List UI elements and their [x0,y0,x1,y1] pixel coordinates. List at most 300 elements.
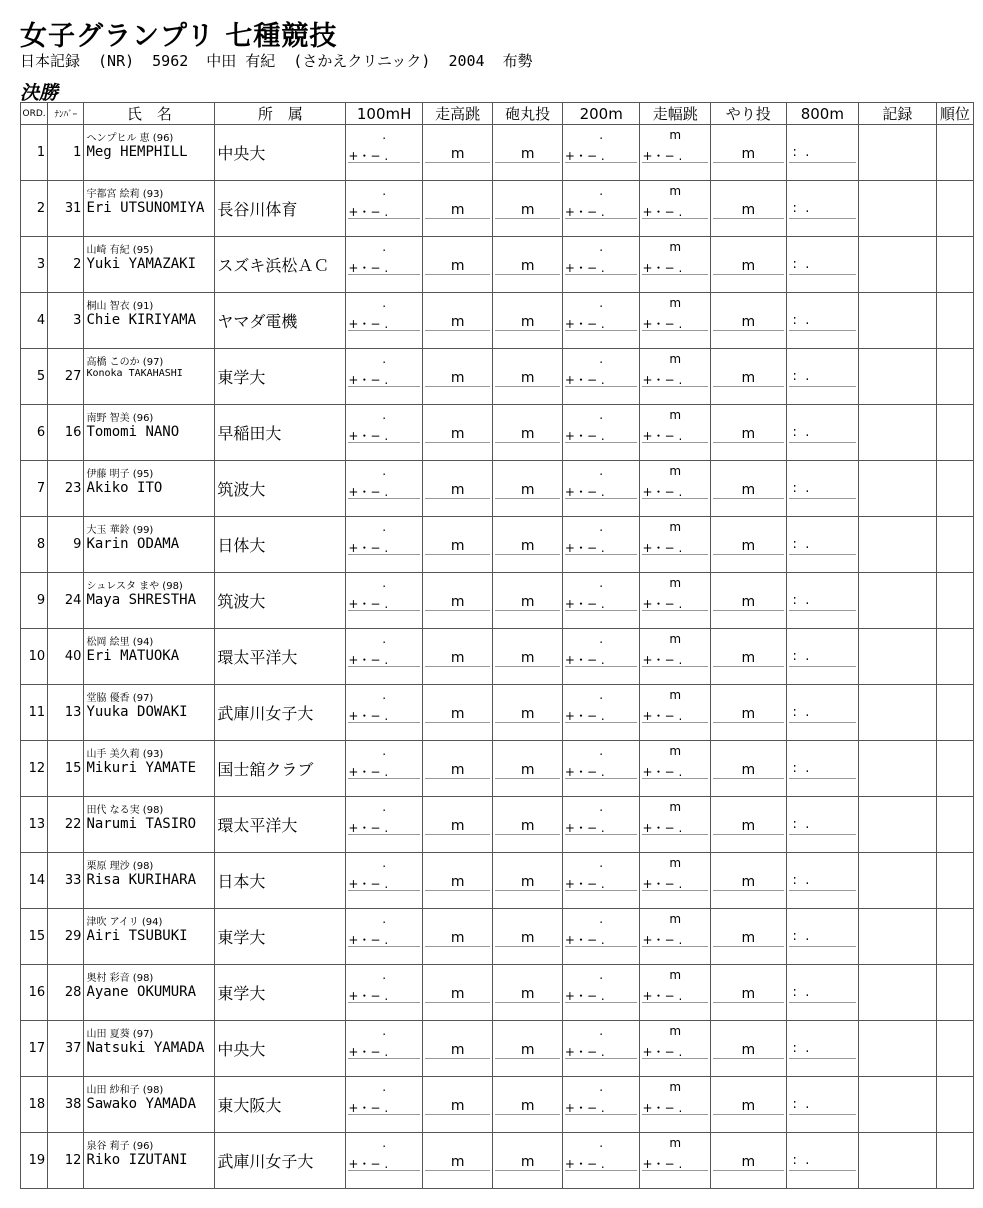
athlete-name-japanese: 田代 なる実 (98) [86,805,164,816]
rank-cell [936,573,973,629]
cell-800m [786,237,859,293]
cell-high-jump [422,125,493,181]
cell-javelin [711,965,787,1021]
cell-high-jump [422,629,493,685]
time-dot: . [382,576,387,590]
athlete-name-roman: Eri UTSUNOMIYA [86,200,205,216]
wind-sign: +・− [642,933,675,947]
time-placeholder [793,817,810,832]
wind-sign: +・− [642,1045,675,1059]
wind-dot: . [384,541,389,555]
wind-sign: +・− [348,261,381,275]
athlete-name-cell [84,853,215,909]
cell-high-jump [422,797,493,853]
meter-unit: m [450,986,465,1002]
bib-number: 13 [48,685,84,741]
bib-number: 9 [48,517,84,573]
order-cell: 1 [21,125,48,181]
cell-long-jump [640,853,711,909]
cell-100mh [346,237,423,293]
wind-sign: +・− [564,821,598,835]
time-colon: : [792,481,797,496]
order-cell: 10 [21,629,48,685]
meter-unit: m [669,744,682,758]
wind-sign: +・− [348,709,381,723]
wind-sign: +・− [348,429,381,443]
meter-unit: m [741,818,756,834]
cell-shot-put [493,965,563,1021]
time-dot: . [805,313,810,328]
bib-number: 22 [48,797,84,853]
athlete-name-roman: Airi TSUBUKI [86,928,188,944]
cell-200m [562,797,640,853]
wind-sign: +・− [564,933,598,947]
cell-javelin [711,405,787,461]
team-cell: 早稲田大 [215,405,346,461]
cell-shot-put [493,517,563,573]
meter-unit: m [741,1098,756,1114]
athlete-row [21,1021,974,1077]
wind-sign: +・− [564,1157,598,1171]
cell-shot-put [493,461,563,517]
bib-number: 27 [48,349,84,405]
meter-unit: m [669,688,682,702]
wind-sign: +・− [642,1157,675,1171]
wind-dot: . [600,1045,605,1059]
cell-200m [562,293,640,349]
wind-dot: . [678,709,683,723]
time-colon: : [792,817,797,832]
meter-unit: m [669,296,682,310]
time-dot: . [599,464,604,478]
wind-sign: +・− [564,149,598,163]
meter-unit: m [669,408,682,422]
meter-unit: m [450,538,465,554]
athlete-name-cell [84,965,215,1021]
col-high-jump: 走高跳 [422,103,493,125]
col-800m: 800m [786,103,859,125]
cell-800m [786,965,859,1021]
time-colon: : [792,761,797,776]
time-dot: . [805,1041,810,1056]
wind-sign: +・− [348,205,381,219]
cell-800m [786,517,859,573]
time-colon: : [792,313,797,328]
wind-dot: . [384,1045,389,1059]
meter-unit: m [741,258,756,274]
time-dot: . [599,1136,604,1150]
cell-javelin [711,125,787,181]
cell-long-jump [640,349,711,405]
col-200m: 200m [562,103,640,125]
wind-dot: . [678,149,683,163]
time-colon: : [792,257,797,272]
cell-high-jump [422,237,493,293]
order-cell: 4 [21,293,48,349]
cell-200m [562,181,640,237]
cell-200m [562,853,640,909]
athlete-row [21,909,974,965]
bib-number: 2 [48,237,84,293]
athlete-row [21,741,974,797]
time-dot: . [382,688,387,702]
time-dot: . [599,968,604,982]
athlete-name-japanese: 桐山 智衣 (91) [86,301,154,312]
wind-sign: +・− [348,373,381,387]
time-placeholder [793,649,810,664]
cell-100mh [346,1133,423,1189]
athlete-row [21,685,974,741]
meter-unit: m [669,520,682,534]
meter-unit: m [450,146,465,162]
athlete-name-japanese: 泉谷 莉子 (96) [86,1141,154,1152]
cell-100mh [346,517,423,573]
wind-sign: +・− [348,541,381,555]
wind-dot: . [600,989,605,1003]
athlete-name-roman: Natsuki YAMADA [86,1040,205,1056]
team-cell: 武庫川女子大 [215,1133,346,1189]
record-mark: 5962 [152,52,189,70]
meter-unit: m [669,856,682,870]
time-dot: . [805,649,810,664]
wind-dot: . [600,205,605,219]
athlete-row [21,853,974,909]
meter-unit: m [520,874,535,890]
meter-unit: m [741,1154,756,1170]
meter-unit: m [741,706,756,722]
time-colon: : [792,369,797,384]
meter-unit: m [450,314,465,330]
cell-shot-put [493,573,563,629]
team-cell: 長谷川体育 [215,181,346,237]
meter-unit: m [520,1154,535,1170]
cell-javelin [711,349,787,405]
meter-unit: m [520,146,535,162]
order-cell: 7 [21,461,48,517]
wind-dot: . [678,261,683,275]
rank-cell [936,853,973,909]
score-cell [859,853,937,909]
athlete-name-roman: Meg HEMPHILL [86,144,188,160]
meter-unit: m [741,1042,756,1058]
athlete-name-roman: Narumi TASIRO [86,816,197,832]
cell-long-jump [640,1077,711,1133]
athlete-name-cell [84,517,215,573]
cell-100mh [346,1021,423,1077]
cell-100mh [346,1077,423,1133]
athlete-name-japanese: ヘンプヒル 恵 (96) [86,133,174,144]
cell-800m [786,853,859,909]
cell-high-jump [422,405,493,461]
wind-sign: +・− [348,989,381,1003]
time-placeholder [793,873,810,888]
meter-unit: m [669,632,682,646]
athlete-row [21,349,974,405]
cell-javelin [711,629,787,685]
meter-unit: m [741,874,756,890]
wind-dot: . [384,149,389,163]
team-cell: 環太平洋大 [215,797,346,853]
team-cell: 中央大 [215,1021,346,1077]
wind-dot: . [678,485,683,499]
athlete-name-japanese: 松岡 絵里 (94) [86,637,154,648]
athlete-name-japanese: 高橋 このか (97) [86,357,164,368]
col-javelin: やり投 [711,103,787,125]
meter-unit: m [450,650,465,666]
athlete-name-japanese: 津吹 アイリ (94) [86,917,163,928]
cell-long-jump [640,797,711,853]
athlete-name-roman: Konoka TAKAHASHI [86,368,183,379]
athlete-row [21,405,974,461]
cell-javelin [711,1133,787,1189]
time-dot: . [805,593,810,608]
cell-100mh [346,461,423,517]
col-ord: ORD. [21,103,48,125]
cell-long-jump [640,293,711,349]
time-dot: . [382,744,387,758]
cell-long-jump [640,517,711,573]
wind-sign: +・− [348,653,381,667]
bib-number: 16 [48,405,84,461]
time-dot: . [599,576,604,590]
meter-unit: m [450,1154,465,1170]
meter-unit: m [450,762,465,778]
time-dot: . [805,817,810,832]
meter-unit: m [520,314,535,330]
cell-javelin [711,237,787,293]
cell-200m [562,517,640,573]
wind-sign: +・− [642,373,675,387]
cell-javelin [711,741,787,797]
cell-high-jump [422,965,493,1021]
athlete-name-japanese: 堂脇 優香 (97) [86,693,154,704]
meter-unit: m [669,968,682,982]
order-cell: 14 [21,853,48,909]
time-colon: : [792,1041,797,1056]
time-placeholder [793,929,810,944]
team-cell: 筑波大 [215,461,346,517]
score-cell [859,293,937,349]
wind-dot: . [678,1157,683,1171]
cell-shot-put [493,1077,563,1133]
cell-long-jump [640,181,711,237]
rank-cell [936,349,973,405]
athlete-row [21,1077,974,1133]
cell-high-jump [422,461,493,517]
rank-cell [936,741,973,797]
order-cell: 17 [21,1021,48,1077]
time-dot: . [382,464,387,478]
cell-shot-put [493,797,563,853]
order-cell: 2 [21,181,48,237]
wind-sign: +・− [564,373,598,387]
time-colon: : [792,145,797,160]
meter-unit: m [741,314,756,330]
score-cell [859,1133,937,1189]
time-placeholder [793,985,810,1000]
wind-sign: +・− [564,429,598,443]
time-dot: . [599,128,604,142]
wind-sign: +・− [348,1045,381,1059]
meter-unit: m [669,576,682,590]
athlete-row [21,237,974,293]
meter-unit: m [450,370,465,386]
wind-sign: +・− [348,877,381,891]
wind-sign: +・− [642,765,675,779]
bib-number: 31 [48,181,84,237]
athlete-row [21,965,974,1021]
cell-200m [562,461,640,517]
meter-unit: m [741,426,756,442]
score-cell [859,741,937,797]
wind-dot: . [678,877,683,891]
time-dot: . [599,912,604,926]
cell-javelin [711,797,787,853]
cell-long-jump [640,629,711,685]
team-cell: 国士舘クラブ [215,741,346,797]
time-dot: . [599,744,604,758]
cell-long-jump [640,461,711,517]
rank-cell [936,685,973,741]
cell-200m [562,629,640,685]
cell-long-jump [640,1133,711,1189]
wind-sign: +・− [642,205,675,219]
rank-cell [936,1021,973,1077]
cell-shot-put [493,1133,563,1189]
wind-dot: . [384,1157,389,1171]
time-dot: . [382,912,387,926]
cell-javelin [711,573,787,629]
cell-high-jump [422,349,493,405]
record-type: (NR) [98,52,135,70]
cell-high-jump [422,181,493,237]
rank-cell [936,517,973,573]
meter-unit: m [450,818,465,834]
cell-800m [786,685,859,741]
wind-dot: . [600,485,605,499]
athlete-row [21,629,974,685]
athlete-name-cell [84,741,215,797]
time-placeholder [793,481,810,496]
time-dot: . [599,184,604,198]
meter-unit: m [520,650,535,666]
time-placeholder [793,705,810,720]
time-dot: . [382,240,387,254]
wind-dot: . [678,1101,683,1115]
bib-number: 23 [48,461,84,517]
col-rank: 順位 [936,103,973,125]
time-colon: : [792,873,797,888]
meter-unit: m [669,1080,682,1094]
cell-javelin [711,1021,787,1077]
order-cell: 6 [21,405,48,461]
meter-unit: m [741,202,756,218]
time-colon: : [792,537,797,552]
page-title: 女子グランプリ 七種競技 [20,21,338,52]
wind-sign: +・− [348,765,381,779]
order-cell: 13 [21,797,48,853]
meter-unit: m [450,874,465,890]
athlete-row [21,125,974,181]
time-colon: : [792,985,797,1000]
meter-unit: m [741,482,756,498]
cell-javelin [711,293,787,349]
rank-cell [936,293,973,349]
cell-200m [562,349,640,405]
order-cell: 18 [21,1077,48,1133]
time-placeholder [793,257,810,272]
time-dot: . [805,369,810,384]
time-placeholder [793,201,810,216]
time-dot: . [599,240,604,254]
order-cell: 9 [21,573,48,629]
athlete-name-japanese: 山手 美久莉 (93) [86,749,164,760]
athlete-name-roman: Yuuka DOWAKI [86,704,188,720]
cell-800m [786,405,859,461]
time-dot: . [805,425,810,440]
cell-100mh [346,853,423,909]
order-cell: 15 [21,909,48,965]
wind-dot: . [384,373,389,387]
wind-sign: +・− [348,821,381,835]
time-placeholder [793,1097,810,1112]
cell-long-jump [640,741,711,797]
meter-unit: m [450,258,465,274]
meter-unit: m [669,128,682,142]
time-dot: . [382,128,387,142]
time-colon: : [792,1097,797,1112]
meter-unit: m [669,352,682,366]
cell-long-jump [640,405,711,461]
time-dot: . [382,184,387,198]
cell-800m [786,349,859,405]
cell-high-jump [422,853,493,909]
cell-100mh [346,741,423,797]
cell-100mh [346,909,423,965]
wind-dot: . [384,597,389,611]
athlete-name-roman: Mikuri YAMATE [86,760,197,776]
wind-dot: . [678,373,683,387]
cell-200m [562,1077,640,1133]
cell-javelin [711,909,787,965]
cell-javelin [711,1077,787,1133]
cell-shot-put [493,853,563,909]
time-dot: . [382,1136,387,1150]
cell-100mh [346,629,423,685]
athlete-name-roman: Tomomi NANO [86,424,180,440]
score-cell [859,629,937,685]
athlete-name-roman: Eri MATUOKA [86,648,180,664]
athlete-name-cell [84,1021,215,1077]
meter-unit: m [669,184,682,198]
meter-unit: m [520,818,535,834]
cell-long-jump [640,1021,711,1077]
meter-unit: m [520,986,535,1002]
cell-100mh [346,685,423,741]
wind-sign: +・− [564,317,598,331]
time-placeholder [793,1041,810,1056]
cell-shot-put [493,1021,563,1077]
athlete-row [21,797,974,853]
cell-800m [786,629,859,685]
rank-cell [936,1077,973,1133]
wind-sign: +・− [564,261,598,275]
cell-800m [786,797,859,853]
meter-unit: m [520,706,535,722]
athlete-name-japanese: 山崎 有紀 (95) [86,245,154,256]
wind-dot: . [600,653,605,667]
wind-dot: . [384,821,389,835]
